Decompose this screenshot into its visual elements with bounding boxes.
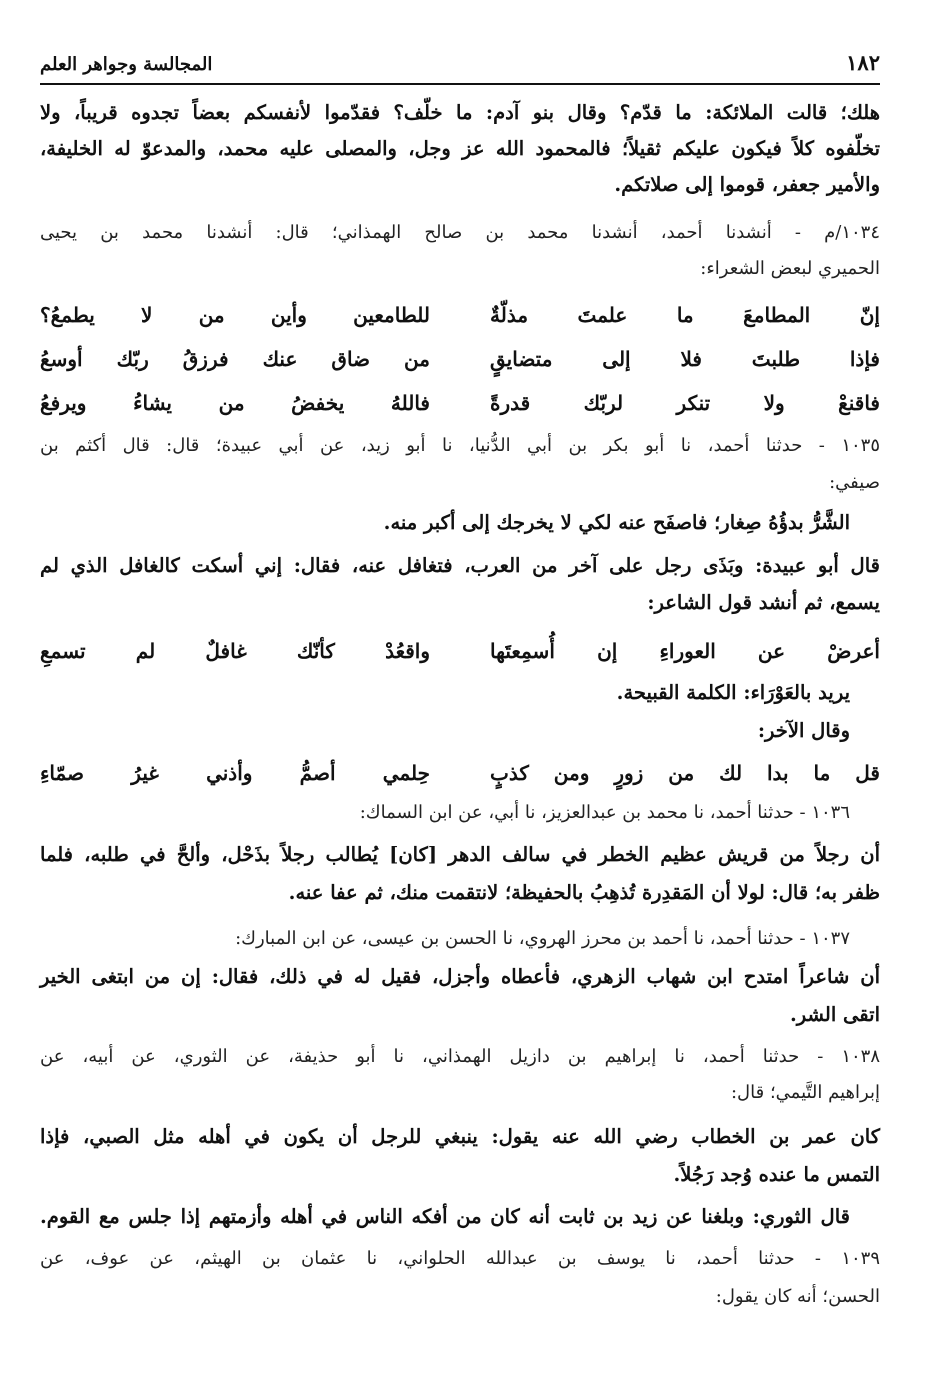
verse-first-hemistich: أعرضْ عن العوراءِ إن أُسمِعتَها — [490, 639, 880, 663]
book-page — [40, 50, 880, 1307]
verse-second-hemistich: واقعُدْ كأنّك غافلٌ لم تسمعِ — [40, 639, 430, 663]
verse-line — [40, 339, 880, 379]
page-header — [40, 50, 880, 85]
verse-line — [40, 631, 880, 671]
page-number: ١٨٢ — [846, 50, 880, 75]
hadith-isnad-line: ١٠٣٥ - حدثنا أحمد، نا أبو بكر بن أبي الدُّنيا، نا أبو زيد، عن أبي عبيدة؛ قال: قال أكثم بن — [40, 435, 880, 456]
verse-first-hemistich: قل ما بدا لك من زورٍ ومن كذبٍ — [490, 761, 880, 785]
hadith-isnad-line: صيفي: — [829, 472, 880, 493]
hadith-isnad-line: ١٠٣٩ - حدثنا أحمد، نا يوسف بن عبدالله الحلواني، نا عثمان بن الهيثم، عن عوف، عن — [40, 1248, 880, 1269]
text-line: اتقى الشر. — [789, 1003, 880, 1026]
hadith-isnad-line: الحسن؛ أنه كان يقول: — [715, 1286, 880, 1307]
text-line: ظفر به؛ قال: لولا أن المَقدِرة تُذهِبُ بالحفيظة؛ لانتقمت منك، ثم عفا عنه. — [288, 881, 880, 904]
hadith-isnad-line: ١٠٣٨ - حدثنا أحمد، نا إبراهيم بن دازيل الهمذاني، نا أبو حذيفة، عن الثوري، عن أبيه، عن — [40, 1046, 880, 1067]
text-line: أن رجلاً من قريش عظيم الخطر في سالف الدهر [كان] يُطالب رجلاً بذَحْل، وألحَّ في طلبه، فلما — [40, 843, 880, 866]
text-line: التمس ما عنده وُجد رَجُلاً. — [673, 1163, 880, 1186]
verse-first-hemistich: فاقنعْ ولا تنكر لربّك قدرةً — [490, 391, 880, 415]
hadith-isnad-line: إبراهيم التَّيمي؛ قال: — [730, 1082, 880, 1103]
hadith-isnad-line: ١٠٣٧ - حدثنا أحمد، نا أحمد بن محرز الهروي، نا الحسن بن عيسى، عن ابن المبارك: — [235, 928, 850, 949]
verse-line — [40, 753, 880, 793]
verse-second-hemistich: فاللهُ يخفضُ من يشاءُ ويرفعُ — [40, 391, 430, 415]
text-line: قال أبو عبيدة: وبَذَى رجل على آخر من العرب، فتغافل عنه، فقال: إني أسكت كالغافل الذي لم — [40, 554, 880, 577]
text-line: وقال الآخر: — [757, 719, 850, 742]
text-line: هلك؛ قالت الملائكة: ما قدّم؟ وقال بنو آدم: ما خلّف؟ فقدّموا لأنفسكم بعضاً تجدوه قريباً، ولا — [40, 101, 880, 124]
verse-first-hemistich: فإذا طلبتَ فلا إلى متضايقٍ — [490, 347, 880, 371]
text-line: أن شاعراً امتدح ابن شهاب الزهري، فأعطاه وأجزل، فقيل له في ذلك، فقال: إن من ابتغى الخير — [40, 965, 880, 988]
text-line: تخلّفوه كلاً فيكون عليكم ثقيلاً؛ فالمحمود الله عز وجل، والمصلى عليه محمد، والمدعوّ له الخليفة، — [40, 137, 880, 160]
text-line: يريد بالعَوْرَاء: الكلمة القبيحة. — [616, 681, 850, 704]
hadith-isnad-line: الحميري لبعض الشعراء: — [700, 258, 880, 279]
verse-line — [40, 383, 880, 423]
text-line: كان عمر بن الخطاب رضي الله عنه يقول: ينبغي للرجل أن يكون في أهله مثل الصبي، فإذا — [40, 1125, 880, 1148]
verse-second-hemistich: للطامعين وأين من لا يطمعُ؟ — [40, 303, 430, 327]
book-title: المجالسة وجواهر العلم — [40, 54, 213, 75]
verse-second-hemistich: من ضاق عنك فرزقُ ربّك أوسعُ — [40, 347, 430, 371]
verse-line — [40, 295, 880, 335]
text-line: والأمير جعفر، قوموا إلى صلاتكم. — [614, 173, 880, 196]
verse-first-hemistich: إنّ المطامعَ ما علمتَ مذلّةٌ — [490, 303, 880, 327]
text-line: الشَّرُّ بدؤُهُ صِغار؛ فاصفَح عنه لكي لا يخرجك إلى أكبر منه. — [383, 511, 850, 534]
text-line: قال الثوري: وبلغنا عن زيد بن ثابت أنه كان من أفكه الناس في أهله وأزمتهم إذا جلس مع القوم. — [40, 1205, 850, 1228]
hadith-isnad-line: ١٠٣٤/م - أنشدنا أحمد، أنشدنا محمد بن صالح الهمذاني؛ قال: أنشدنا محمد بن يحيى — [40, 222, 880, 243]
hadith-isnad-line: ١٠٣٦ - حدثنا أحمد، نا محمد بن عبدالعزيز، نا أبي، عن ابن السماك: — [359, 802, 850, 823]
verse-second-hemistich: حِلمي أصمُّ وأذني غيرُ صمّاءِ — [40, 761, 430, 785]
text-line: يسمع، ثم أنشد قول الشاعر: — [647, 591, 880, 614]
